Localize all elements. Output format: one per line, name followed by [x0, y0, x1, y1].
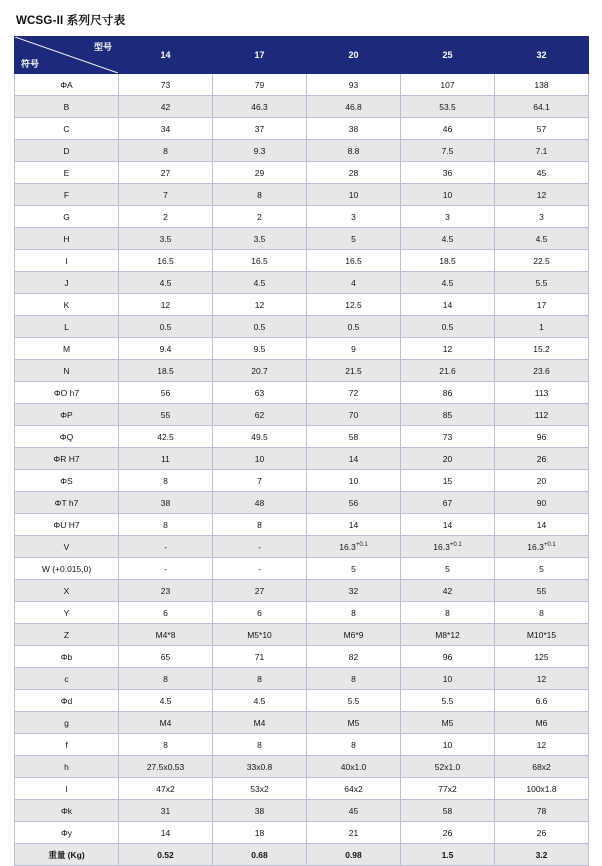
cell-value: 14 — [401, 514, 495, 536]
cell-value: 8 — [307, 734, 401, 756]
cell-value: 27 — [213, 580, 307, 602]
cell-value: 38 — [119, 492, 213, 514]
cell-value: 8 — [119, 514, 213, 536]
cell-value: M10*15 — [495, 624, 589, 646]
row-label: ΦS — [15, 470, 119, 492]
cell-value: 8 — [495, 602, 589, 624]
table-row — [15, 206, 589, 228]
cell-value: 12 — [119, 294, 213, 316]
cell-value: M5 — [401, 712, 495, 734]
cell-value: - — [213, 558, 307, 580]
cell-value: 96 — [401, 646, 495, 668]
cell-value: 3 — [307, 206, 401, 228]
table-row — [15, 558, 589, 580]
cell-value: 37 — [213, 118, 307, 140]
cell-value: 8.8 — [307, 140, 401, 162]
cell-value: 90 — [495, 492, 589, 514]
row-label: 重量 (Kg) — [15, 844, 119, 866]
cell-value: 8 — [119, 668, 213, 690]
table-corner-cell — [15, 37, 119, 74]
cell-value: 27.5x0.53 — [119, 756, 213, 778]
table-row — [15, 140, 589, 162]
cell-value: 4 — [307, 272, 401, 294]
cell-value: 7 — [119, 184, 213, 206]
cell-value: 18.5 — [119, 360, 213, 382]
cell-value: 6.6 — [495, 690, 589, 712]
table-row — [15, 162, 589, 184]
cell-value: 70 — [307, 404, 401, 426]
cell-value: M4 — [119, 712, 213, 734]
cell-value: 20 — [495, 470, 589, 492]
cell-value: 0.98 — [307, 844, 401, 866]
cell-value: 0.68 — [213, 844, 307, 866]
cell-value: 4.5 — [495, 228, 589, 250]
cell-value: 40x1.0 — [307, 756, 401, 778]
row-label: F — [15, 184, 119, 206]
table-row — [15, 778, 589, 800]
column-header-20: 20 — [307, 37, 401, 74]
cell-value: 47x2 — [119, 778, 213, 800]
cell-value: M6*9 — [307, 624, 401, 646]
cell-value: 16.5 — [213, 250, 307, 272]
cell-value: 4.5 — [213, 690, 307, 712]
cell-value: 12 — [213, 294, 307, 316]
cell-value: 29 — [213, 162, 307, 184]
column-header-25: 25 — [401, 37, 495, 74]
cell-value: - — [119, 558, 213, 580]
cell-value: 9 — [307, 338, 401, 360]
table-row — [15, 404, 589, 426]
table-row — [15, 624, 589, 646]
row-label: ΦR H7 — [15, 448, 119, 470]
table-row — [15, 250, 589, 272]
cell-value: 31 — [119, 800, 213, 822]
cell-value: 0.52 — [119, 844, 213, 866]
cell-value: - — [213, 536, 307, 558]
cell-value: 38 — [307, 118, 401, 140]
cell-value: 8 — [213, 514, 307, 536]
dimension-table — [14, 36, 589, 866]
cell-value: 10 — [401, 734, 495, 756]
cell-value: 46 — [401, 118, 495, 140]
table-row — [15, 118, 589, 140]
cell-value: 22.5 — [495, 250, 589, 272]
cell-value: 33x0.8 — [213, 756, 307, 778]
cell-value: 55 — [495, 580, 589, 602]
row-label: V — [15, 536, 119, 558]
cell-value: 0.5 — [401, 316, 495, 338]
cell-value: 64x2 — [307, 778, 401, 800]
row-label: g — [15, 712, 119, 734]
cell-value: 4.5 — [401, 228, 495, 250]
row-label: Φy — [15, 822, 119, 844]
cell-value: 71 — [213, 646, 307, 668]
cell-value: 5 — [401, 558, 495, 580]
cell-value: - — [119, 536, 213, 558]
cell-value: 26 — [495, 448, 589, 470]
row-label: H — [15, 228, 119, 250]
cell-value: M6 — [495, 712, 589, 734]
cell-value: 5 — [307, 228, 401, 250]
cell-value: 56 — [307, 492, 401, 514]
cell-value: 34 — [119, 118, 213, 140]
cell-value: 17 — [495, 294, 589, 316]
cell-value: 8 — [213, 184, 307, 206]
cell-value: 6 — [119, 602, 213, 624]
cell-value: 45 — [495, 162, 589, 184]
row-label: ΦP — [15, 404, 119, 426]
cell-value: M4 — [213, 712, 307, 734]
row-label: I — [15, 250, 119, 272]
cell-value: 7.1 — [495, 140, 589, 162]
cell-value: 125 — [495, 646, 589, 668]
table-row — [15, 602, 589, 624]
corner-label-model: 型号 — [93, 42, 112, 52]
cell-value: 10 — [307, 184, 401, 206]
cell-value: 9.4 — [119, 338, 213, 360]
cell-value: 5.5 — [495, 272, 589, 294]
row-label: M — [15, 338, 119, 360]
cell-value: 100x1.8 — [495, 778, 589, 800]
cell-value: 58 — [401, 800, 495, 822]
cell-value: 10 — [307, 470, 401, 492]
table-row — [15, 338, 589, 360]
table-row — [15, 756, 589, 778]
table-row — [15, 690, 589, 712]
column-header-14: 14 — [119, 37, 213, 74]
cell-value: M4*8 — [119, 624, 213, 646]
cell-value: 56 — [119, 382, 213, 404]
table-row — [15, 734, 589, 756]
cell-value: 10 — [213, 448, 307, 470]
row-label: Z — [15, 624, 119, 646]
cell-value: 113 — [495, 382, 589, 404]
table-row — [15, 668, 589, 690]
table-row — [15, 580, 589, 602]
cell-value: 9.5 — [213, 338, 307, 360]
cell-value: 78 — [495, 800, 589, 822]
cell-value: 12 — [495, 668, 589, 690]
cell-value: 0.5 — [213, 316, 307, 338]
page-title: WCSG-II 系列尺寸表 — [16, 15, 126, 27]
cell-value: 12 — [495, 184, 589, 206]
row-label: Φb — [15, 646, 119, 668]
cell-value: 55 — [119, 404, 213, 426]
cell-value: 14 — [495, 514, 589, 536]
cell-value: 1.5 — [401, 844, 495, 866]
cell-value: 15.2 — [495, 338, 589, 360]
cell-value: 4.5 — [401, 272, 495, 294]
cell-value: 23.6 — [495, 360, 589, 382]
cell-value: 4.5 — [119, 690, 213, 712]
cell-value: 21.6 — [401, 360, 495, 382]
cell-value: 8 — [119, 140, 213, 162]
row-label: ΦQ — [15, 426, 119, 448]
cell-value: 67 — [401, 492, 495, 514]
cell-value: 58 — [307, 426, 401, 448]
cell-value: 2 — [213, 206, 307, 228]
table-row — [15, 844, 589, 866]
row-label: Φd — [15, 690, 119, 712]
cell-value: $16.3^{+0.1}$ — [495, 536, 589, 558]
table-row — [15, 272, 589, 294]
cell-value: 20.7 — [213, 360, 307, 382]
cell-value: 46.3 — [213, 96, 307, 118]
cell-value: M5 — [307, 712, 401, 734]
cell-value: 36 — [401, 162, 495, 184]
cell-value: 6 — [213, 602, 307, 624]
row-label: c — [15, 668, 119, 690]
cell-value: 38 — [213, 800, 307, 822]
table-row — [15, 184, 589, 206]
row-label: ΦU H7 — [15, 514, 119, 536]
cell-value: 5 — [495, 558, 589, 580]
cell-value: 73 — [401, 426, 495, 448]
cell-value: 7 — [213, 470, 307, 492]
cell-value: 42.5 — [119, 426, 213, 448]
cell-value: 8 — [119, 470, 213, 492]
cell-value: 21.5 — [307, 360, 401, 382]
table-row — [15, 96, 589, 118]
table-row — [15, 822, 589, 844]
cell-value: 85 — [401, 404, 495, 426]
cell-value: 14 — [307, 448, 401, 470]
row-label: Φk — [15, 800, 119, 822]
cell-value: 23 — [119, 580, 213, 602]
table-row — [15, 448, 589, 470]
cell-value: 0.5 — [119, 316, 213, 338]
cell-value: 4.5 — [119, 272, 213, 294]
cell-value: 45 — [307, 800, 401, 822]
cell-value: 52x1.0 — [401, 756, 495, 778]
table-row — [15, 382, 589, 404]
cell-value: 64.1 — [495, 96, 589, 118]
cell-value: 68x2 — [495, 756, 589, 778]
row-label: f — [15, 734, 119, 756]
corner-label-symbol: 符号 — [21, 59, 40, 69]
cell-value: 96 — [495, 426, 589, 448]
row-label: C — [15, 118, 119, 140]
row-label: h — [15, 756, 119, 778]
table-row — [15, 536, 589, 558]
table-row — [15, 426, 589, 448]
cell-value: 65 — [119, 646, 213, 668]
cell-value: 72 — [307, 382, 401, 404]
cell-value: 14 — [307, 514, 401, 536]
column-header-32: 32 — [495, 37, 589, 74]
cell-value: 28 — [307, 162, 401, 184]
cell-value: 8 — [307, 602, 401, 624]
cell-value: 14 — [401, 294, 495, 316]
cell-value: 2 — [119, 206, 213, 228]
cell-value: 21 — [307, 822, 401, 844]
cell-value: 12 — [495, 734, 589, 756]
cell-value: 4.5 — [213, 272, 307, 294]
cell-value: 10 — [401, 668, 495, 690]
cell-value: 73 — [119, 74, 213, 96]
table-row — [15, 294, 589, 316]
cell-value: 3 — [495, 206, 589, 228]
cell-value: 12 — [401, 338, 495, 360]
cell-value: 10 — [401, 184, 495, 206]
cell-value: 16.5 — [307, 250, 401, 272]
cell-value: 20 — [401, 448, 495, 470]
cell-value: 9.3 — [213, 140, 307, 162]
column-header-17: 17 — [213, 37, 307, 74]
cell-value: 3.2 — [495, 844, 589, 866]
cell-value: 8 — [119, 734, 213, 756]
cell-value: 16.5 — [119, 250, 213, 272]
cell-value: 18 — [213, 822, 307, 844]
row-label: Y — [15, 602, 119, 624]
cell-value: 8 — [307, 668, 401, 690]
row-label: l — [15, 778, 119, 800]
cell-value: 7.5 — [401, 140, 495, 162]
row-label: B — [15, 96, 119, 118]
table-row — [15, 712, 589, 734]
row-label: E — [15, 162, 119, 184]
cell-value: 63 — [213, 382, 307, 404]
cell-value: 53.5 — [401, 96, 495, 118]
cell-value: 112 — [495, 404, 589, 426]
table-row — [15, 470, 589, 492]
table-row — [15, 316, 589, 338]
table-row — [15, 228, 589, 250]
row-label: G — [15, 206, 119, 228]
row-label: ΦO h7 — [15, 382, 119, 404]
cell-value: 93 — [307, 74, 401, 96]
cell-value: 32 — [307, 580, 401, 602]
table-row — [15, 360, 589, 382]
row-label: K — [15, 294, 119, 316]
table-row — [15, 74, 589, 96]
cell-value: 48 — [213, 492, 307, 514]
table-header-row — [15, 37, 589, 74]
cell-value: 8 — [213, 668, 307, 690]
cell-value: M5*10 — [213, 624, 307, 646]
row-label: J — [15, 272, 119, 294]
cell-value: 26 — [401, 822, 495, 844]
cell-value: 15 — [401, 470, 495, 492]
cell-value: 46.8 — [307, 96, 401, 118]
cell-value: 5.5 — [401, 690, 495, 712]
cell-value: 138 — [495, 74, 589, 96]
cell-value: 49.5 — [213, 426, 307, 448]
cell-value: 42 — [119, 96, 213, 118]
cell-value: $16.3^{+0.1}$ — [401, 536, 495, 558]
cell-value: 27 — [119, 162, 213, 184]
cell-value: 57 — [495, 118, 589, 140]
cell-value: 107 — [401, 74, 495, 96]
cell-value: 8 — [213, 734, 307, 756]
cell-value: 12.5 — [307, 294, 401, 316]
row-label: L — [15, 316, 119, 338]
row-label: X — [15, 580, 119, 602]
cell-value: 3.5 — [119, 228, 213, 250]
cell-value: 42 — [401, 580, 495, 602]
cell-value: 0.5 — [307, 316, 401, 338]
row-label: ΦA — [15, 74, 119, 96]
cell-value: 62 — [213, 404, 307, 426]
cell-value: 77x2 — [401, 778, 495, 800]
row-label: ΦT h7 — [15, 492, 119, 514]
table-row — [15, 646, 589, 668]
cell-value: 82 — [307, 646, 401, 668]
cell-value: 5 — [307, 558, 401, 580]
cell-value: 3.5 — [213, 228, 307, 250]
cell-value: 5.5 — [307, 690, 401, 712]
cell-value: 18.5 — [401, 250, 495, 272]
cell-value: 86 — [401, 382, 495, 404]
cell-value: M8*12 — [401, 624, 495, 646]
cell-value: 8 — [401, 602, 495, 624]
cell-value: 53x2 — [213, 778, 307, 800]
row-label: N — [15, 360, 119, 382]
table-row — [15, 492, 589, 514]
cell-value: $16.3^{+0.1}$ — [307, 536, 401, 558]
cell-value: 14 — [119, 822, 213, 844]
cell-value: 11 — [119, 448, 213, 470]
table-row — [15, 514, 589, 536]
row-label: W (+0.015,0) — [15, 558, 119, 580]
cell-value: 3 — [401, 206, 495, 228]
row-label: D — [15, 140, 119, 162]
cell-value: 1 — [495, 316, 589, 338]
cell-value: 79 — [213, 74, 307, 96]
cell-value: 26 — [495, 822, 589, 844]
